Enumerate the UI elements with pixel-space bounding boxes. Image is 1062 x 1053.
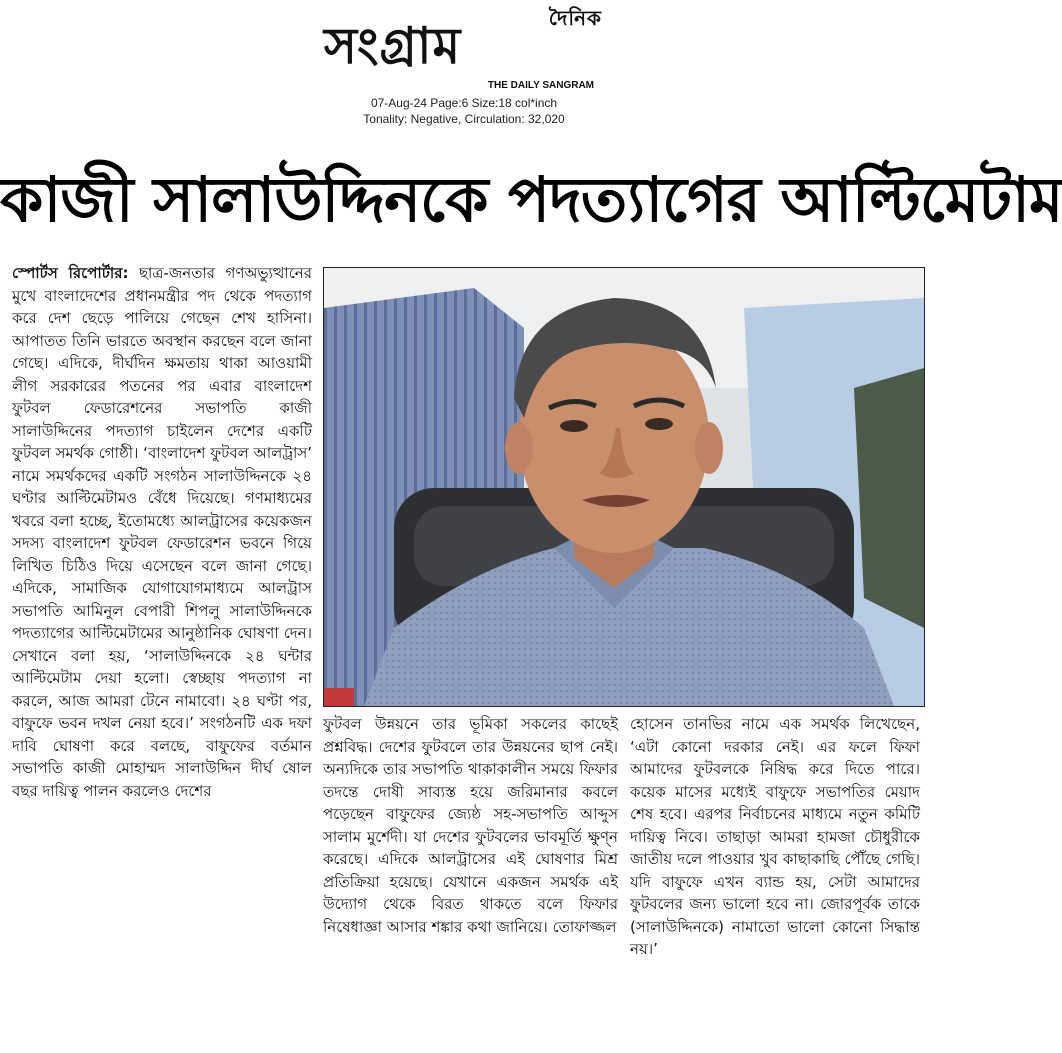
newspaper-logo: [318, 4, 608, 94]
clipping-meta-date: 07-Aug-24 Page:6 Size:18 col*inch: [370, 96, 558, 110]
logo-subtitle: THE DAILY SANGRAM: [487, 80, 594, 91]
logo-wordmark: সংগ্রাম: [324, 16, 462, 75]
article-headline: কাজী সালাউদ্দিনকে পদত্যাগের আল্টিমেটাম: [0, 163, 1062, 236]
article-text-left: ছাত্র-জনতার গণঅভ্যুত্থানের মুখে বাংলাদেশের প্রধানমন্ত্রীর পদ থেকে পদত্যাগ করে দেশ ছেড়ে পালিয়ে গেছেন শেখ হাসিনা। আপাতত তিনি ভারতে অবস্থান করছেন বলে জানা গেছে। এদিকে, দীর্ঘদিন ক্ষমতায় থাকা আওয়ামী লীগ সরকারের পতনের পর এবার বাংলাদেশ ফুটবল ফেডারেশনের সভাপতি কাজী সালাউদ্দিনের পদত্যাগ চাইলেন দেশের একটি ফুটবল সমর্থক গোষ্ঠী। ‘বাংলাদেশ ফুটবল আলট্রাস’ নামে সমর্থকদের একটি সংগঠন সালাউদ্দিনকে ২৪ ঘণ্টার আল্টিমেটামও বেঁধে দিয়েছে। গণমাধ্যমের খবরে বলা হচ্ছে, ইতোমধ্যে আলট্রাসের কয়েকজন সদস্য বাংলাদেশ ফুটবল ফেডারেশন ভবনে গিয়ে লিখিত চিঠিও দিয়ে এসেছেন বলে জানা গেছে। এদিকে, সামাজিক যোগাযোগমাধ্যমে আলট্রাস সভাপতি আমিনুল বেপারী শিপলু সালাউদ্দিনকে পদত্যাগের আল্টিমেটামের আনুষ্ঠানিক ঘোষণা দেন। সেখানে বলা হয়, ‘সালাউদ্দিনকে ২৪ ঘন্টার আল্টিমেটাম দেয়া হলো। স্বেচ্ছায় পদত্যাগ না করলে, আজ আমরা টেনে নামাবো। ২৪ ঘণ্টা পর, বাফুফে ভবন দখল নেয়া হবে।’ সংগঠনটি এক দফা দাবি ঘোষণা করে বলছে, বাফুফের বর্তমান সভাপতি কাজী মোহাম্মদ সালাউদ্দিন দীর্ঘ ষোল বছর দায়িত্ব পালন করলেও দেশের: [12, 264, 312, 800]
article-column-right: হোসেন তানভির নামে এক সমর্থক লিখেছেন, ‘এটা কোনো দরকার নেই। এর ফলে ফিফা আমাদের ফুটবলকে নিষিদ্ধ করে দিতে পারে। কয়েক মাসের মধ্যেই বাফুফে সভাপতির মেয়াদ শেষ হবে। এরপর নির্বাচনের মাধ্যমে নতুন কমিটি দায়িত্ব নিবে। তাছাড়া আমরা হামজা চৌধুরীকে জাতীয় দলে পাওয়ার খুব কাছাকাছি পৌঁছে গেছি। যদি বাফুফে এখন ব্যান্ড হয়, সেটা আমাদের ফুটবলের জন্য ভালো হবে না। জোরপূর্বক তাকে (সালাউদ্দিনকে) নামাতো ভালো কোনো সিদ্ধান্ত নয়।’: [630, 715, 920, 958]
masthead: [0, 0, 928, 140]
article-photo: [323, 267, 925, 707]
article-column-middle: ফুটবল উন্নয়নে তার ভূমিকা সকলের কাছেই প্রশ্নবিদ্ধ। দেশের ফুটবলে তার উন্নয়নের ছাপ নেই। অন্যদিকে তার সভাপতি থাকাকালীন সময়ে ফিফার তদন্তে দোষী সাব্যস্ত হয়ে জরিমানার কবলে পড়েছেন বাফুফের জ্যেষ্ঠ সহ-সভাপতি আব্দুস সালাম মুর্শেদী। যা দেশের ফুটবলের ভাবমূর্তি ক্ষুণ্ন করেছে। এদিকে আলট্রাসের এই ঘোষণার মিশ্র প্রতিক্রিয়া হয়েছে। যেখানে একজন সমর্থক এই উদ্যোগ থেকে বিরত থাকতে বলে ফিফার নিষেধাজ্ঞা আসার শঙ্কার কথা জানিয়ে। তোফাজ্জল: [323, 715, 618, 936]
logo-small-label: দৈনিক: [548, 6, 602, 30]
clipping-meta-tonality: Tonality: Negative, Circulation: 32,020: [363, 112, 565, 126]
portrait-illustration: [324, 268, 924, 706]
article-byline: স্পোর্টস রিপোর্টার:: [12, 264, 129, 282]
article-column-left: [12, 262, 312, 1052]
